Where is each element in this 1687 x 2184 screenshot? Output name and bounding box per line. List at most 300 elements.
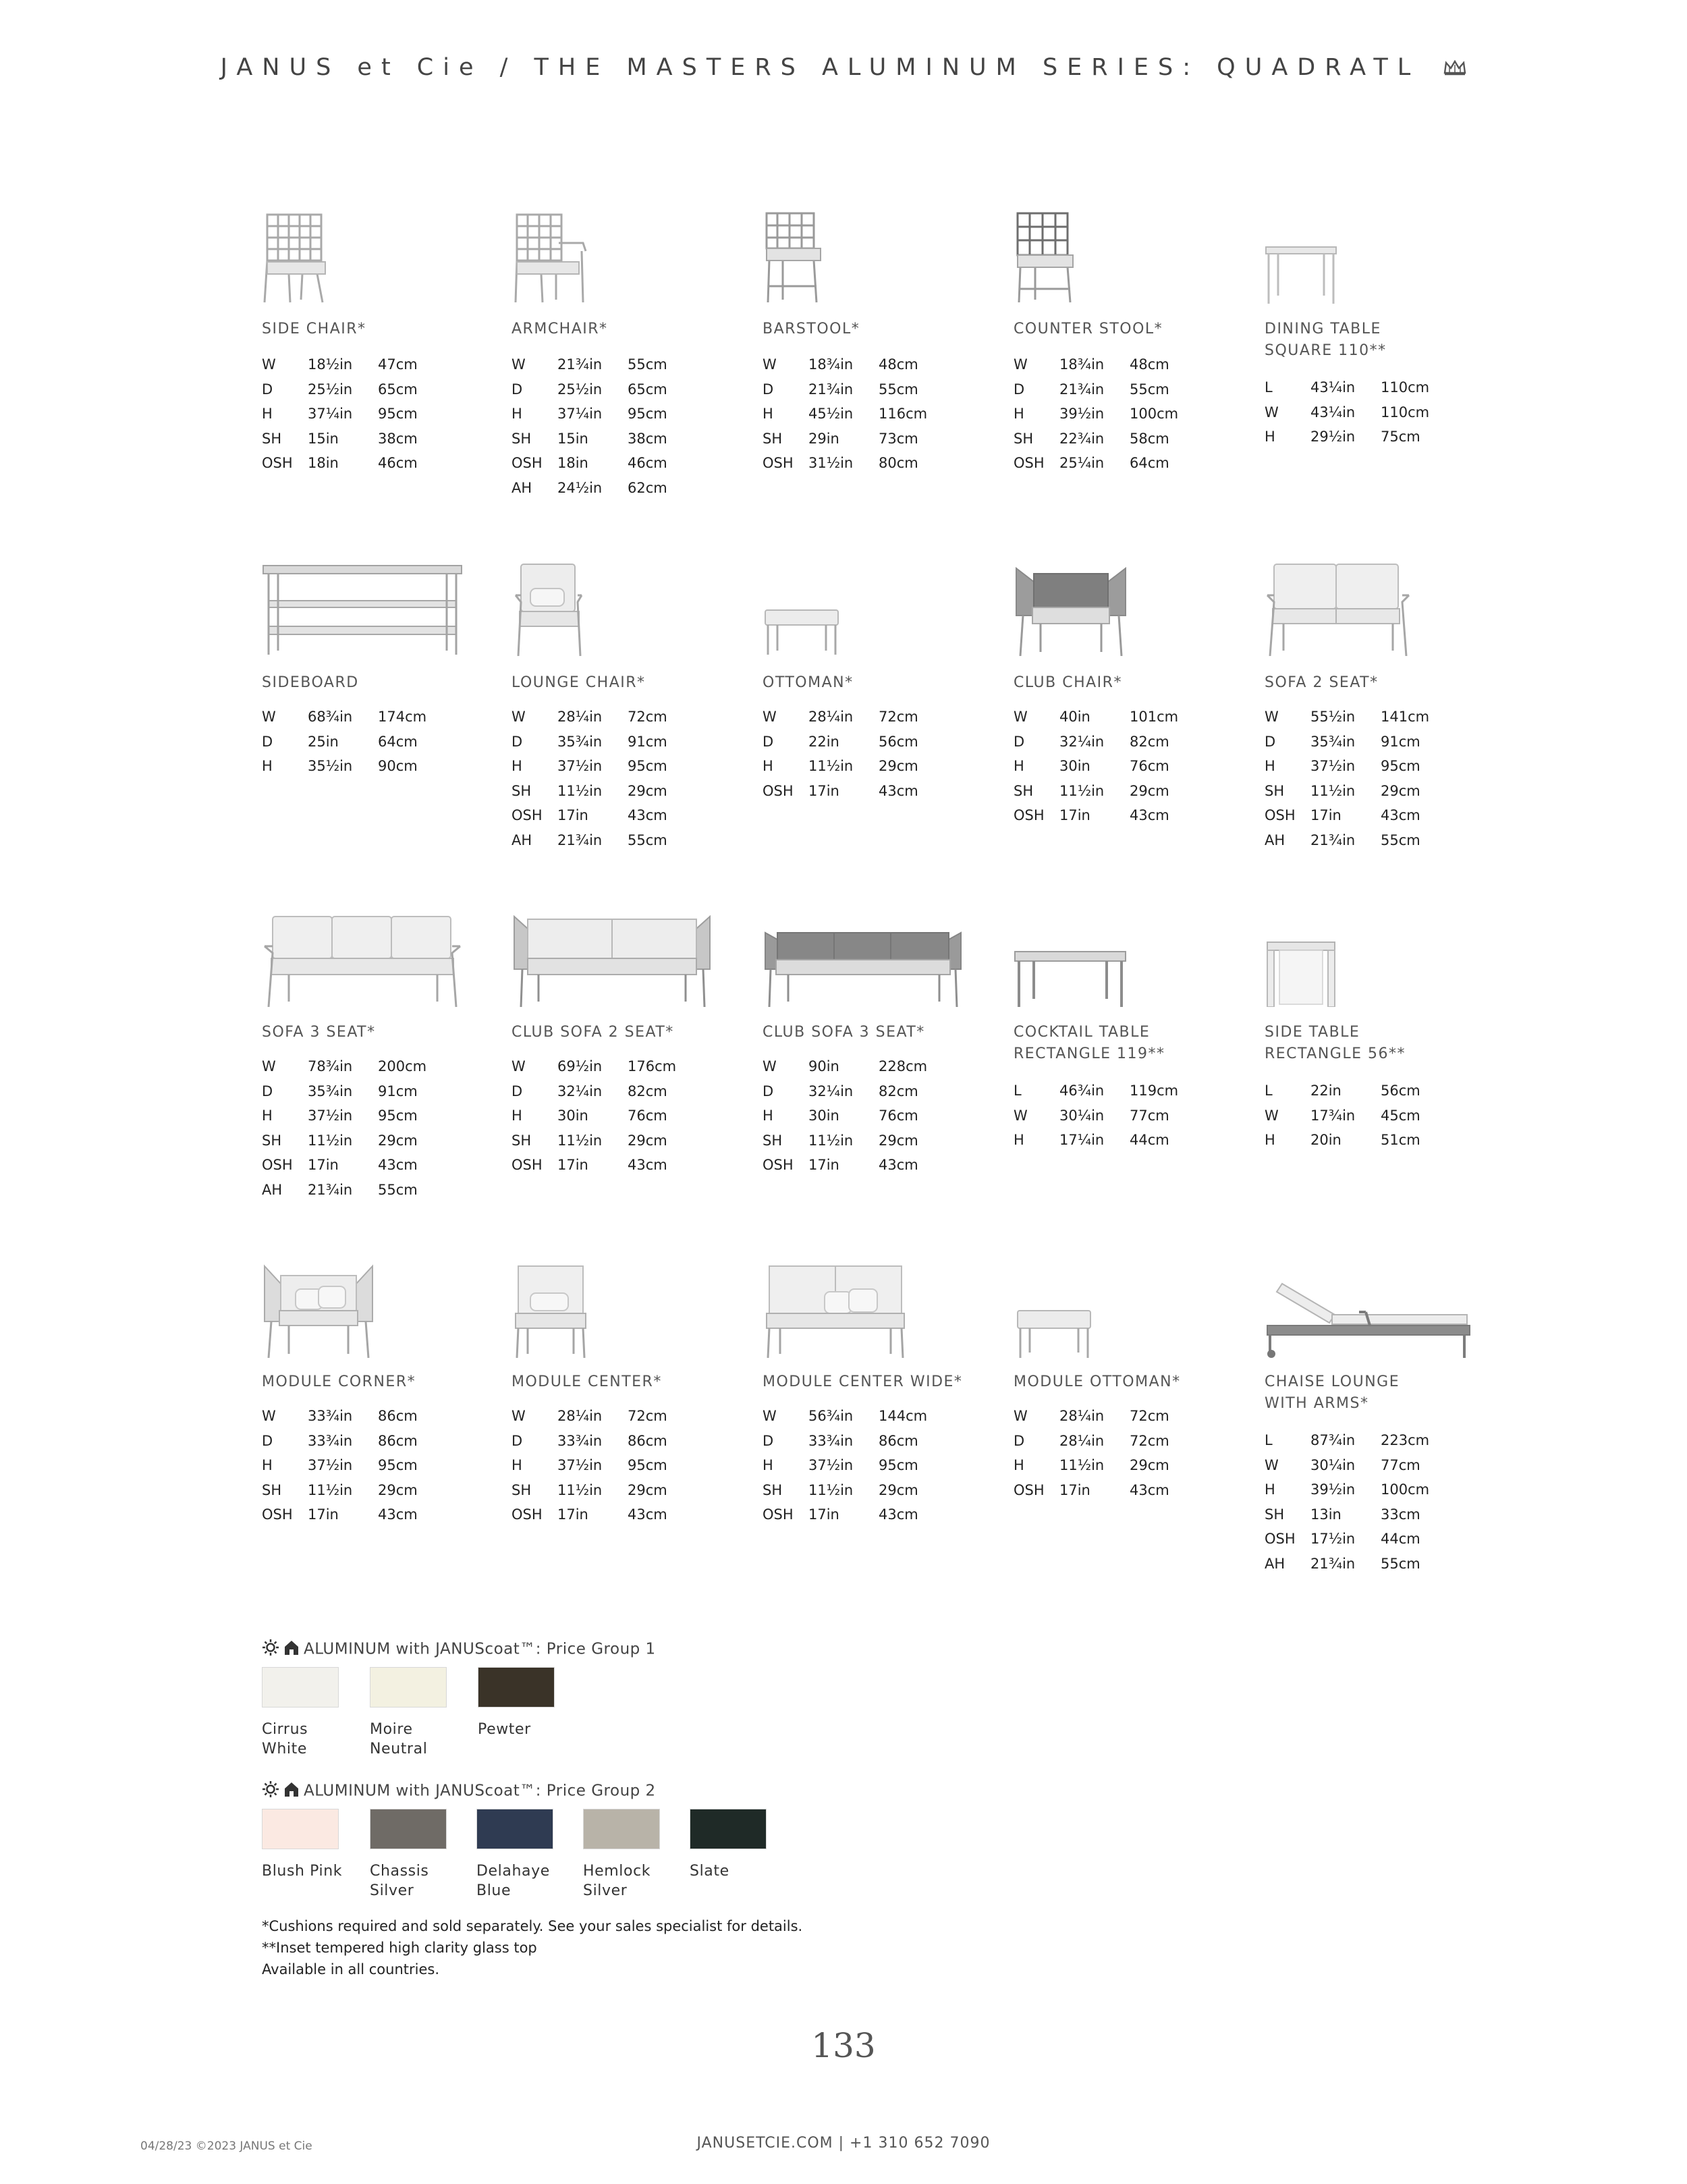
spec-inches: 35¾in xyxy=(557,733,603,750)
swatch-delahaye-blue xyxy=(476,1809,553,1849)
spec-centimeters: 91cm xyxy=(378,1083,418,1099)
spec-centimeters: 86cm xyxy=(628,1432,667,1449)
spec-label: OSH xyxy=(1014,1481,1045,1498)
spec-label: W xyxy=(763,709,777,725)
spec-label: SH xyxy=(1265,782,1285,799)
spec-inches: 24½in xyxy=(557,479,603,496)
product-name: CHAISE LOUNGE WITH ARMS* xyxy=(1265,1373,1400,1412)
spec-inches: 22in xyxy=(1310,1083,1342,1099)
product-name: MODULE CENTER* xyxy=(511,1373,662,1390)
spec-inches: 69½in xyxy=(557,1058,603,1074)
spec-label: W xyxy=(262,356,276,373)
spec-label: AH xyxy=(511,831,532,848)
spec-centimeters: 58cm xyxy=(1130,430,1169,447)
spec-centimeters: 38cm xyxy=(378,430,418,447)
spec-centimeters: 29cm xyxy=(628,782,667,799)
spec-centimeters: 90cm xyxy=(378,758,418,775)
footnote-glass: **Inset tempered high clarity glass top xyxy=(262,1940,537,1956)
spec-inches: 11½in xyxy=(808,1132,854,1149)
spec-centimeters: 65cm xyxy=(628,381,667,398)
spec-centimeters: 72cm xyxy=(628,709,667,725)
swatch-moire-neutral xyxy=(370,1667,447,1708)
product-name: CLUB SOFA 2 SEAT* xyxy=(511,1024,674,1041)
spec-centimeters: 95cm xyxy=(378,406,418,422)
spec-inches: 37¼in xyxy=(308,406,353,422)
spec-label: SH xyxy=(763,1481,783,1498)
spec-label: W xyxy=(511,709,526,725)
spec-inches: 15in xyxy=(557,430,588,447)
spec-inches: 37½in xyxy=(557,1457,603,1474)
spec-inches: 17in xyxy=(808,1157,839,1174)
product-name: SIDE CHAIR* xyxy=(262,321,366,337)
spec-centimeters: 95cm xyxy=(378,1108,418,1124)
spec-label: OSH xyxy=(511,1157,543,1174)
sun-icon xyxy=(262,1780,279,1802)
spec-centimeters: 110cm xyxy=(1381,404,1430,420)
spec-inches: 55½in xyxy=(1310,709,1356,725)
swatch-label: Slate xyxy=(690,1863,729,1880)
spec-inches: 11½in xyxy=(557,1481,603,1498)
house-icon xyxy=(283,1781,300,1801)
spec-label: L xyxy=(1265,379,1273,395)
product-name: SOFA 3 SEAT* xyxy=(262,1024,376,1041)
spec-inches: 21¾in xyxy=(1310,1555,1356,1572)
spec-label: H xyxy=(763,406,773,422)
spec-centimeters: 95cm xyxy=(628,758,667,775)
spec-inches: 11½in xyxy=(308,1132,353,1149)
spec-inches: 68¾in xyxy=(308,709,353,725)
side-chair-image xyxy=(262,209,336,306)
spec-label: OSH xyxy=(511,1506,543,1523)
spec-inches: 21¾in xyxy=(557,831,603,848)
spec-inches: 32¼in xyxy=(808,1083,854,1099)
spec-inches: 18in xyxy=(557,455,588,472)
spec-label: W xyxy=(1265,709,1279,725)
spec-inches: 33¾in xyxy=(808,1432,854,1449)
spec-centimeters: 29cm xyxy=(1130,782,1169,799)
swatch-blush-pink xyxy=(262,1809,339,1849)
spec-inches: 11½in xyxy=(1059,1457,1105,1474)
spec-centimeters: 95cm xyxy=(1381,758,1420,775)
spec-label: L xyxy=(1014,1083,1022,1099)
footer-contact: JANUSETCIE.COM | +1 310 652 7090 xyxy=(696,2135,991,2152)
spec-centimeters: 43cm xyxy=(1130,807,1169,824)
footnote-cushions: *Cushions required and sold separately. See your sales specialist for details. xyxy=(262,1918,803,1934)
spec-centimeters: 56cm xyxy=(879,733,918,750)
spec-label: SH xyxy=(262,1132,282,1149)
spec-inches: 40in xyxy=(1059,709,1090,725)
spec-centimeters: 73cm xyxy=(879,430,918,447)
spec-centimeters: 29cm xyxy=(879,1481,918,1498)
spec-inches: 11½in xyxy=(1310,782,1356,799)
spec-centimeters: 43cm xyxy=(378,1157,418,1174)
spec-centimeters: 43cm xyxy=(1381,807,1420,824)
product-name: DINING TABLE SQUARE 110** xyxy=(1265,321,1387,359)
cocktail-table-image xyxy=(1014,912,1128,1010)
spec-inches: 32¼in xyxy=(557,1083,603,1099)
header-title: JANUS et Cie / THE MASTERS ALUMINUM SERIES: QUADRATL xyxy=(220,54,1420,81)
product-name: CLUB SOFA 3 SEAT* xyxy=(763,1024,925,1041)
spec-inches: 17¼in xyxy=(1059,1132,1105,1149)
barstool-image xyxy=(763,209,830,306)
spec-centimeters: 29cm xyxy=(1130,1457,1169,1474)
spec-centimeters: 29cm xyxy=(628,1132,667,1149)
spec-label: W xyxy=(1014,709,1028,725)
spec-label: H xyxy=(763,1457,773,1474)
spec-inches: 17in xyxy=(557,807,588,824)
spec-centimeters: 200cm xyxy=(378,1058,427,1074)
spec-label: OSH xyxy=(1265,1531,1296,1548)
spec-centimeters: 72cm xyxy=(1130,1408,1169,1424)
armchair-image xyxy=(511,209,592,306)
club-sofa-2-seat-image xyxy=(511,912,714,1010)
spec-inches: 37¼in xyxy=(557,406,603,422)
spec-inches: 18¾in xyxy=(808,356,854,373)
spec-centimeters: 55cm xyxy=(628,356,667,373)
spec-inches: 32¼in xyxy=(1059,733,1105,750)
spec-inches: 37½in xyxy=(1310,758,1356,775)
spec-centimeters: 55cm xyxy=(1130,381,1169,398)
spec-centimeters: 76cm xyxy=(1130,758,1169,775)
spec-label: H xyxy=(1014,1132,1024,1149)
spec-label: H xyxy=(1265,1481,1275,1498)
spec-inches: 33¾in xyxy=(557,1432,603,1449)
product-name: OTTOMAN* xyxy=(763,674,854,691)
spec-label: W xyxy=(763,356,777,373)
spec-centimeters: 72cm xyxy=(1130,1432,1169,1449)
spec-label: OSH xyxy=(1014,807,1045,824)
spec-centimeters: 29cm xyxy=(628,1481,667,1498)
spec-centimeters: 95cm xyxy=(628,406,667,422)
spec-centimeters: 144cm xyxy=(879,1408,928,1424)
spec-centimeters: 86cm xyxy=(879,1432,918,1449)
spec-inches: 33¾in xyxy=(308,1432,353,1449)
spec-inches: 39½in xyxy=(1059,406,1105,422)
spec-centimeters: 100cm xyxy=(1381,1481,1430,1498)
footer-date-copyright: 04/28/23 ©2023 JANUS et Cie xyxy=(140,2139,312,2153)
spec-inches: 17in xyxy=(1059,1481,1090,1498)
spec-inches: 21¾in xyxy=(808,381,854,398)
spec-inches: 17in xyxy=(557,1157,588,1174)
swatch-pewter xyxy=(478,1667,555,1708)
spec-centimeters: 101cm xyxy=(1130,709,1179,725)
spec-label: H xyxy=(763,1108,773,1124)
spec-inches: 17in xyxy=(308,1506,339,1523)
spec-inches: 21¾in xyxy=(557,356,603,373)
spec-label: AH xyxy=(1265,1555,1285,1572)
finish-group-2-label: ALUMINUM with JANUScoat™: Price Group 2 xyxy=(304,1782,656,1800)
lounge-chair-image xyxy=(511,562,592,659)
sun-icon xyxy=(262,1639,279,1660)
spec-centimeters: 46cm xyxy=(628,455,667,472)
spec-inches: 30¼in xyxy=(1059,1107,1105,1124)
spec-inches: 45½in xyxy=(808,406,854,422)
spec-inches: 30¼in xyxy=(1310,1456,1356,1473)
spec-centimeters: 33cm xyxy=(1381,1506,1420,1523)
spec-label: H xyxy=(763,758,773,775)
swatch-chassis-silver xyxy=(370,1809,447,1849)
spec-label: W xyxy=(262,1058,276,1074)
swatch-slate xyxy=(690,1809,767,1849)
swatch-label: Chassis Silver xyxy=(370,1863,429,1899)
swatch-label: Moire Neutral xyxy=(370,1721,428,1757)
spec-centimeters: 47cm xyxy=(378,356,418,373)
spec-inches: 22in xyxy=(808,733,839,750)
page-header xyxy=(0,54,1687,82)
spec-label: D xyxy=(763,381,774,398)
product-name: LOUNGE CHAIR* xyxy=(511,674,646,691)
spec-inches: 29½in xyxy=(1310,429,1356,445)
spec-label: W xyxy=(511,1408,526,1424)
spec-centimeters: 110cm xyxy=(1381,379,1430,395)
spec-label: L xyxy=(1265,1432,1273,1448)
spec-centimeters: 44cm xyxy=(1381,1531,1420,1548)
spec-label: H xyxy=(1265,758,1275,775)
swatch-label: Hemlock Silver xyxy=(583,1863,651,1899)
spec-inches: 11½in xyxy=(557,1132,603,1149)
spec-label: W xyxy=(1265,1456,1279,1473)
spec-label: SH xyxy=(1265,1506,1285,1523)
spec-label: SH xyxy=(262,1481,282,1498)
dining-table-image xyxy=(1265,209,1339,306)
spec-label: W xyxy=(1265,404,1279,420)
spec-label: D xyxy=(511,733,523,750)
spec-centimeters: 43cm xyxy=(879,1157,918,1174)
spec-centimeters: 51cm xyxy=(1381,1132,1420,1149)
spec-label: H xyxy=(262,406,273,422)
spec-inches: 28¼in xyxy=(557,1408,603,1424)
spec-centimeters: 82cm xyxy=(1130,733,1169,750)
spec-centimeters: 72cm xyxy=(879,709,918,725)
spec-centimeters: 38cm xyxy=(628,430,667,447)
spec-label: D xyxy=(1014,1432,1025,1449)
spec-label: OSH xyxy=(262,1157,293,1174)
spec-centimeters: 76cm xyxy=(628,1108,667,1124)
spec-inches: 11½in xyxy=(557,782,603,799)
spec-centimeters: 29cm xyxy=(879,758,918,775)
spec-inches: 56¾in xyxy=(808,1408,854,1424)
spec-inches: 17in xyxy=(808,1506,839,1523)
spec-label: D xyxy=(262,733,273,750)
spec-centimeters: 82cm xyxy=(628,1083,667,1099)
spec-label: OSH xyxy=(511,807,543,824)
spec-label: D xyxy=(763,1083,774,1099)
product-name: MODULE OTTOMAN* xyxy=(1014,1373,1181,1390)
spec-inches: 18in xyxy=(308,455,339,472)
spec-centimeters: 95cm xyxy=(628,1457,667,1474)
spec-label: W xyxy=(763,1058,777,1074)
product-name: ARMCHAIR* xyxy=(511,321,608,337)
spec-label: H xyxy=(511,758,522,775)
swatch-label: Delahaye Blue xyxy=(476,1863,550,1899)
spec-inches: 30in xyxy=(1059,758,1090,775)
spec-centimeters: 43cm xyxy=(1130,1481,1169,1498)
spec-inches: 11½in xyxy=(808,758,854,775)
swatch-label: Pewter xyxy=(478,1721,531,1738)
ottoman-image xyxy=(763,562,844,659)
sofa-2-seat-image xyxy=(1265,562,1413,659)
spec-inches: 18½in xyxy=(308,356,353,373)
spec-label: D xyxy=(511,1083,523,1099)
spec-label: OSH xyxy=(763,1157,794,1174)
spec-centimeters: 80cm xyxy=(879,455,918,472)
spec-centimeters: 55cm xyxy=(1381,831,1420,848)
swatch-hemlock-silver xyxy=(583,1809,660,1849)
spec-centimeters: 55cm xyxy=(879,381,918,398)
spec-inches: 33¾in xyxy=(308,1408,353,1424)
spec-inches: 25½in xyxy=(308,381,353,398)
spec-label: D xyxy=(511,1432,523,1449)
spec-label: SH xyxy=(763,430,783,447)
sofa-3-seat-image xyxy=(262,912,464,1010)
spec-centimeters: 55cm xyxy=(378,1181,418,1198)
spec-label: SH xyxy=(511,782,532,799)
spec-centimeters: 141cm xyxy=(1381,709,1430,725)
spec-centimeters: 29cm xyxy=(378,1132,418,1149)
spec-centimeters: 43cm xyxy=(628,807,667,824)
spec-label: D xyxy=(262,1083,273,1099)
product-name: MODULE CORNER* xyxy=(262,1373,416,1390)
spec-label: SH xyxy=(511,1481,532,1498)
spec-label: OSH xyxy=(1014,455,1045,472)
chaise-lounge-image xyxy=(1265,1263,1474,1361)
spec-label: H xyxy=(262,1457,273,1474)
spec-label: H xyxy=(1265,1132,1275,1149)
spec-inches: 13in xyxy=(1310,1506,1342,1523)
spec-inches: 20in xyxy=(1310,1132,1342,1149)
swatch-label: Blush Pink xyxy=(262,1863,343,1880)
spec-inches: 17in xyxy=(1310,807,1342,824)
spec-label: SH xyxy=(1014,782,1034,799)
spec-centimeters: 91cm xyxy=(1381,733,1420,750)
product-name: COUNTER STOOL* xyxy=(1014,321,1163,337)
spec-inches: 31½in xyxy=(808,455,854,472)
club-chair-image xyxy=(1014,562,1128,659)
spec-centimeters: 29cm xyxy=(378,1481,418,1498)
module-ottoman-image xyxy=(1014,1263,1095,1361)
spec-inches: 28¼in xyxy=(808,709,854,725)
spec-centimeters: 43cm xyxy=(879,782,918,799)
spec-label: W xyxy=(1014,356,1028,373)
spec-label: W xyxy=(1265,1107,1279,1124)
spec-centimeters: 65cm xyxy=(378,381,418,398)
spec-centimeters: 176cm xyxy=(628,1058,677,1074)
footnotes xyxy=(262,1915,802,1980)
spec-inches: 21¾in xyxy=(1059,381,1105,398)
spec-inches: 37½in xyxy=(308,1108,353,1124)
finish-group-1-title xyxy=(262,1639,656,1660)
spec-centimeters: 223cm xyxy=(1381,1432,1430,1448)
spec-label: D xyxy=(262,381,273,398)
spec-label: W xyxy=(262,709,276,725)
spec-centimeters: 100cm xyxy=(1130,406,1179,422)
spec-label: H xyxy=(1265,429,1275,445)
spec-centimeters: 95cm xyxy=(378,1457,418,1474)
spec-inches: 35½in xyxy=(308,758,353,775)
spec-label: SH xyxy=(511,1132,532,1149)
spec-label: AH xyxy=(262,1181,283,1198)
spec-centimeters: 43cm xyxy=(628,1506,667,1523)
spec-centimeters: 77cm xyxy=(1130,1107,1169,1124)
spec-centimeters: 82cm xyxy=(879,1083,918,1099)
spec-inches: 17in xyxy=(1059,807,1090,824)
spec-label: W xyxy=(511,356,526,373)
product-name: SIDE TABLE RECTANGLE 56** xyxy=(1265,1024,1406,1062)
crown-icon xyxy=(1443,55,1466,82)
spec-inches: 17½in xyxy=(1310,1531,1356,1548)
spec-label: W xyxy=(262,1408,276,1424)
spec-label: D xyxy=(262,1432,273,1449)
spec-inches: 25½in xyxy=(557,381,603,398)
spec-inches: 25in xyxy=(308,733,339,750)
spec-label: SH xyxy=(1014,430,1034,447)
footnote-availability: Available in all countries. xyxy=(262,1961,440,1977)
spec-inches: 28¼in xyxy=(1059,1432,1105,1449)
spec-label: SH xyxy=(763,1132,783,1149)
spec-label: D xyxy=(763,733,774,750)
spec-inches: 37½in xyxy=(808,1457,854,1474)
spec-inches: 11½in xyxy=(808,1481,854,1498)
spec-label: OSH xyxy=(262,455,293,472)
spec-inches: 78¾in xyxy=(308,1058,353,1074)
spec-centimeters: 228cm xyxy=(879,1058,928,1074)
spec-inches: 35¾in xyxy=(1310,733,1356,750)
spec-centimeters: 64cm xyxy=(378,733,418,750)
spec-centimeters: 86cm xyxy=(378,1408,418,1424)
spec-label: W xyxy=(1014,1408,1028,1424)
spec-centimeters: 46cm xyxy=(378,455,418,472)
finish-group-1-label: ALUMINUM with JANUScoat™: Price Group 1 xyxy=(304,1640,656,1658)
spec-label: OSH xyxy=(1265,807,1296,824)
spec-label: AH xyxy=(511,479,532,496)
page-number: 133 xyxy=(811,2026,876,2065)
spec-centimeters: 62cm xyxy=(628,479,667,496)
spec-label: W xyxy=(1014,1107,1028,1124)
spec-label: D xyxy=(1014,733,1025,750)
spec-inches: 17in xyxy=(308,1157,339,1174)
spec-centimeters: 55cm xyxy=(628,831,667,848)
spec-label: D xyxy=(1265,733,1276,750)
spec-inches: 17in xyxy=(808,782,839,799)
spec-label: W xyxy=(763,1408,777,1424)
spec-label: SH xyxy=(262,430,282,447)
spec-inches: 39½in xyxy=(1310,1481,1356,1498)
spec-label: SH xyxy=(511,430,532,447)
product-name: COCKTAIL TABLE RECTANGLE 119** xyxy=(1014,1024,1165,1062)
product-name: SIDEBOARD xyxy=(262,674,359,691)
spec-centimeters: 75cm xyxy=(1381,429,1420,445)
spec-centimeters: 48cm xyxy=(879,356,918,373)
house-icon xyxy=(283,1639,300,1660)
spec-inches: 28¼in xyxy=(557,709,603,725)
finish-group-2-title xyxy=(262,1780,656,1802)
spec-label: H xyxy=(1014,1457,1024,1474)
spec-centimeters: 86cm xyxy=(378,1432,418,1449)
spec-inches: 17¾in xyxy=(1310,1107,1356,1124)
product-name: MODULE CENTER WIDE* xyxy=(763,1373,963,1390)
spec-centimeters: 29cm xyxy=(1381,782,1420,799)
spec-inches: 35¾in xyxy=(308,1083,353,1099)
spec-label: H xyxy=(1014,406,1024,422)
spec-inches: 17in xyxy=(557,1506,588,1523)
product-name: CLUB CHAIR* xyxy=(1014,674,1122,691)
spec-inches: 90in xyxy=(808,1058,839,1074)
spec-label: H xyxy=(1014,758,1024,775)
spec-inches: 30in xyxy=(808,1108,839,1124)
spec-centimeters: 76cm xyxy=(879,1108,918,1124)
spec-centimeters: 77cm xyxy=(1381,1456,1420,1473)
spec-centimeters: 48cm xyxy=(1130,356,1169,373)
